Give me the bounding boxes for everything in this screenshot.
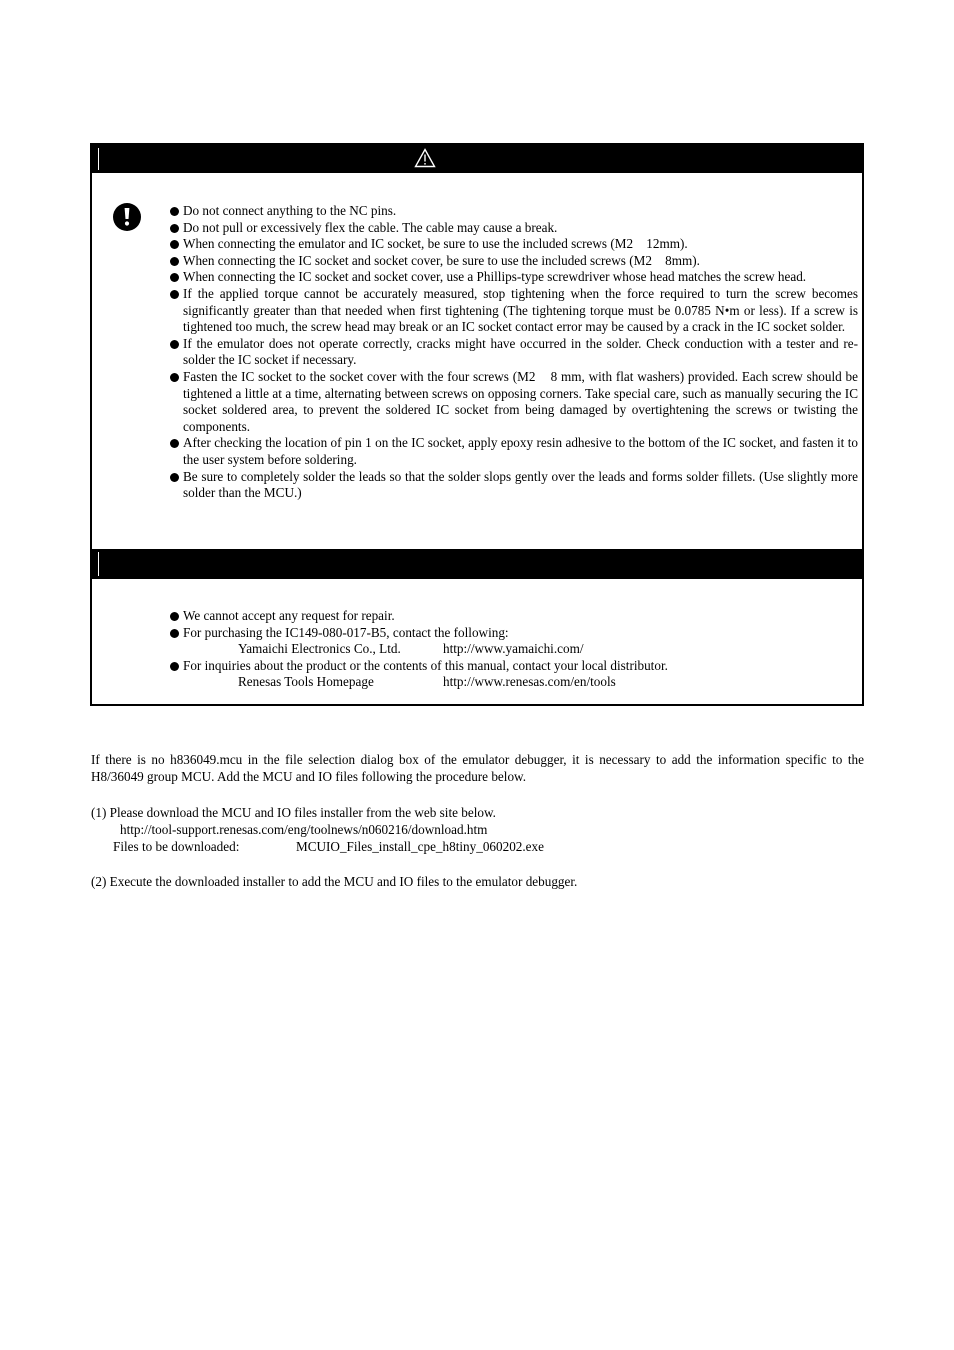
contact-url[interactable]: http://www.yamaichi.com/ <box>443 641 584 657</box>
caution-item: When connecting the IC socket and socket cover, be sure to use the included screws (M2 8mm). <box>170 253 858 270</box>
download-url[interactable]: http://tool-support.renesas.com/eng/toolnews/n060216/download.htm <box>120 822 488 837</box>
header-tick <box>98 148 99 170</box>
contact-url[interactable]: http://www.renesas.com/en/tools <box>443 674 616 690</box>
caution-item: Do not pull or excessively flex the cable. The cable may cause a break. <box>170 220 858 237</box>
bullet-icon <box>170 207 179 216</box>
exclamation-circle-icon <box>112 202 142 232</box>
files-label: Files to be downloaded: <box>113 839 240 854</box>
caution-box <box>90 143 864 706</box>
notes-header-bar <box>92 549 862 579</box>
bullet-icon <box>170 273 179 282</box>
caution-list <box>170 203 862 502</box>
bullet-icon <box>170 224 179 233</box>
caution-item: Fasten the IC socket to the socket cover with the four screws (M2 8 mm, with flat washers) provided. Each screw should be tightened a little at a time, alternating between screws on opposing corners. Take special care, such as manually securing the IC socket soldered area, to prevent the soldered IC socket from being damaged by overtightening the screws or twisting the components. <box>170 369 858 435</box>
files-value: MCUIO_Files_install_cpe_h8tiny_060202.exe <box>296 839 544 854</box>
bullet-icon <box>170 662 179 671</box>
bullet-icon <box>170 373 179 382</box>
notes-item: For purchasing the IC149-080-017-B5, contact the following: Yamaichi Electronics Co., Ltd. http://www.yamaichi.com/ <box>170 625 858 658</box>
bullet-icon <box>170 340 179 349</box>
caution-item: Do not connect anything to the NC pins. <box>170 203 858 220</box>
header-tick <box>98 552 99 576</box>
bullet-icon <box>170 240 179 249</box>
contact-name: Yamaichi Electronics Co., Ltd. <box>238 641 401 657</box>
caution-item: When connecting the emulator and IC socket, be sure to use the included screws (M2 12mm). <box>170 236 858 253</box>
step-1 <box>91 804 864 855</box>
step-2: (2) Execute the downloaded installer to add the MCU and IO files to the emulator debugger. <box>91 874 578 889</box>
caution-header-bar <box>92 145 862 173</box>
bullet-icon <box>170 257 179 266</box>
intro-paragraph: If there is no h836049.mcu in the file selection dialog box of the emulator debugger, it is necessary to add the information specific to the H8/36049 group MCU. Add the MCU and IO files following the procedure below. <box>91 752 864 784</box>
bullet-icon <box>170 612 179 621</box>
notes-list <box>170 608 858 691</box>
caution-item: If the applied torque cannot be accurately measured, stop tightening when the force required to turn the screw becomes significantly greater than that needed when first tightening (The tightening torque must be 0.0785 N•m or less). If a screw is tightened too much, the screw head may break or an IC socket contact error may be caused by a crack in the IC socket solder. <box>170 286 858 336</box>
contact-name: Renesas Tools Homepage <box>238 674 374 690</box>
bullet-icon <box>170 439 179 448</box>
contact-yamaichi <box>183 641 858 658</box>
notes-item: We cannot accept any request for repair. <box>170 608 858 625</box>
caution-item: If the emulator does not operate correctly, cracks might have occurred in the solder. Check conduction with a tester and re-solder the IC socket if necessary. <box>170 336 858 369</box>
bullet-icon <box>170 473 179 482</box>
notes-item: For inquiries about the product or the contents of this manual, contact your local distributor. Renesas Tools Homepage http://www.renesas.com/en/tools <box>170 658 858 691</box>
caution-item: Be sure to completely solder the leads so that the solder slops gently over the leads and forms solder fillets. (Use slightly more solder than the MCU.) <box>170 469 858 502</box>
caution-item: When connecting the IC socket and socket cover, use a Phillips-type screwdriver whose head matches the screw head. <box>170 269 858 286</box>
files-line <box>91 838 864 855</box>
bullet-icon <box>170 290 179 299</box>
step-1-text: (1) Please download the MCU and IO files installer from the web site below. <box>91 805 496 820</box>
contact-renesas <box>183 674 858 691</box>
warning-triangle-icon <box>414 148 436 168</box>
bullet-icon <box>170 629 179 638</box>
caution-item: After checking the location of pin 1 on the IC socket, apply epoxy resin adhesive to the bottom of the IC socket, and fasten it to the user system before soldering. <box>170 435 858 468</box>
